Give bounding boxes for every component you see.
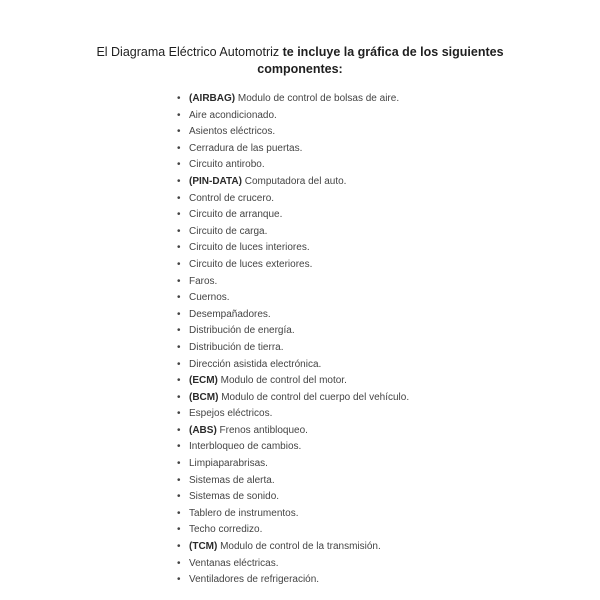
list-item-abbreviation: (BCM) bbox=[189, 391, 219, 403]
list-item bbox=[176, 290, 409, 307]
list-item bbox=[176, 506, 409, 523]
list-item bbox=[176, 556, 409, 573]
list-item-text: Ventiladores de refrigeración. bbox=[189, 574, 320, 586]
list-item bbox=[176, 539, 409, 556]
list-item-text: Cerradura de las puertas. bbox=[189, 142, 303, 154]
list-item-text: Modulo de control de bolsas de aire. bbox=[235, 93, 400, 104]
list-item bbox=[176, 522, 409, 539]
bullet-icon: • bbox=[177, 192, 181, 204]
list-item-text: Modulo de control de la transmisión. bbox=[217, 541, 381, 553]
list-item bbox=[176, 224, 409, 241]
list-item-text: Modulo de control del motor. bbox=[217, 375, 347, 387]
bullet-icon: • bbox=[177, 325, 181, 337]
list-item-abbreviation: (ABS) bbox=[189, 424, 217, 436]
list-item bbox=[176, 489, 409, 506]
list-item-text: Computadora del auto. bbox=[241, 175, 347, 187]
list-item bbox=[176, 307, 409, 324]
bullet-icon: • bbox=[177, 209, 181, 221]
list-item-text: Modulo de control del cuerpo del vehículo. bbox=[218, 391, 410, 403]
list-item-abbreviation: (AIRBAG) bbox=[189, 93, 236, 104]
list-item bbox=[176, 108, 409, 125]
list-item bbox=[176, 274, 409, 291]
bullet-icon: • bbox=[177, 242, 181, 254]
list-item bbox=[176, 390, 409, 407]
list-item bbox=[176, 406, 409, 423]
bullet-icon: • bbox=[177, 424, 181, 436]
list-item-text: Circuito de carga. bbox=[189, 225, 268, 237]
list-item-text: Control de crucero. bbox=[189, 192, 275, 204]
list-item bbox=[176, 141, 409, 158]
list-item bbox=[176, 473, 409, 490]
bullet-icon: • bbox=[177, 93, 181, 104]
list-item-text: Ventanas eléctricas. bbox=[189, 557, 279, 569]
list-item bbox=[176, 174, 409, 191]
bullet-icon: • bbox=[177, 109, 181, 121]
bullet-icon: • bbox=[177, 557, 181, 569]
list-item-text: Limpiaparabrisas. bbox=[189, 458, 268, 470]
list-item-text: Circuito de arranque. bbox=[189, 209, 283, 221]
list-item-abbreviation: (ECM) bbox=[189, 375, 218, 387]
list-item bbox=[176, 439, 409, 456]
list-item-text: Espejos eléctricos. bbox=[189, 408, 273, 420]
list-item bbox=[176, 91, 409, 108]
list-item bbox=[176, 124, 409, 141]
bullet-icon: • bbox=[177, 441, 181, 453]
list-item-text: Sistemas de sonido. bbox=[189, 491, 280, 503]
bullet-icon: • bbox=[177, 159, 181, 171]
list-item-text: Distribución de tierra. bbox=[189, 341, 284, 353]
bullet-icon: • bbox=[177, 258, 181, 270]
bullet-icon: • bbox=[177, 142, 181, 154]
bullet-icon: • bbox=[177, 507, 181, 519]
bullet-icon: • bbox=[177, 126, 181, 138]
bullet-icon: • bbox=[177, 358, 181, 370]
bullet-icon: • bbox=[177, 391, 181, 403]
list-item bbox=[176, 423, 409, 440]
heading-bold-text: te incluye la gráfica de los siguientes componentes: bbox=[257, 45, 504, 76]
bullet-icon: • bbox=[177, 375, 181, 387]
list-item bbox=[176, 191, 409, 208]
bullet-icon: • bbox=[177, 541, 181, 553]
list-item-text: Sistemas de alerta. bbox=[189, 474, 275, 486]
list-item bbox=[176, 323, 409, 340]
list-item bbox=[176, 207, 409, 224]
list-item-text: Desempañadores. bbox=[189, 308, 271, 320]
bullet-icon: • bbox=[177, 524, 181, 536]
bullet-icon: • bbox=[177, 408, 181, 420]
list-item-text: Circuito antirobo. bbox=[189, 159, 265, 171]
bullet-icon: • bbox=[177, 175, 181, 187]
bullet-icon: • bbox=[177, 341, 181, 353]
list-item bbox=[176, 240, 409, 257]
list-item-text: Distribución de energía. bbox=[189, 325, 295, 337]
list-item-text: Circuito de luces interiores. bbox=[189, 242, 310, 254]
bullet-icon: • bbox=[177, 491, 181, 503]
list-item-abbreviation: (TCM) bbox=[189, 541, 218, 553]
bullet-icon: • bbox=[177, 225, 181, 237]
bullet-icon: • bbox=[177, 292, 181, 304]
list-item-text: Tablero de instrumentos. bbox=[189, 507, 299, 519]
list-item-text: Dirección asistida electrónica. bbox=[189, 358, 322, 370]
list-item bbox=[176, 340, 409, 357]
list-item bbox=[176, 456, 409, 473]
page-heading bbox=[60, 44, 540, 78]
list-item bbox=[176, 357, 409, 374]
list-item-text: Techo corredizo. bbox=[189, 524, 263, 536]
list-item-text: Aire acondicionado. bbox=[189, 109, 277, 121]
list-item-text: Circuito de luces exteriores. bbox=[189, 258, 313, 270]
list-item bbox=[176, 572, 409, 589]
bullet-icon: • bbox=[177, 474, 181, 486]
list-item bbox=[176, 373, 409, 390]
list-item-text: Frenos antibloqueo. bbox=[216, 424, 308, 436]
list-item bbox=[176, 157, 409, 174]
bullet-icon: • bbox=[177, 275, 181, 287]
heading-normal-text: El Diagrama Eléctrico Automotriz bbox=[96, 45, 283, 59]
component-list bbox=[176, 91, 409, 589]
list-item-text: Cuernos. bbox=[189, 292, 230, 304]
bullet-icon: • bbox=[177, 574, 181, 586]
bullet-icon: • bbox=[177, 308, 181, 320]
list-item-abbreviation: (PIN-DATA) bbox=[189, 175, 242, 187]
bullet-icon: • bbox=[177, 458, 181, 470]
list-item-text: Interbloqueo de cambios. bbox=[189, 441, 302, 453]
list-item-text: Faros. bbox=[189, 275, 218, 287]
list-item bbox=[176, 257, 409, 274]
list-item-text: Asientos eléctricos. bbox=[189, 126, 276, 138]
